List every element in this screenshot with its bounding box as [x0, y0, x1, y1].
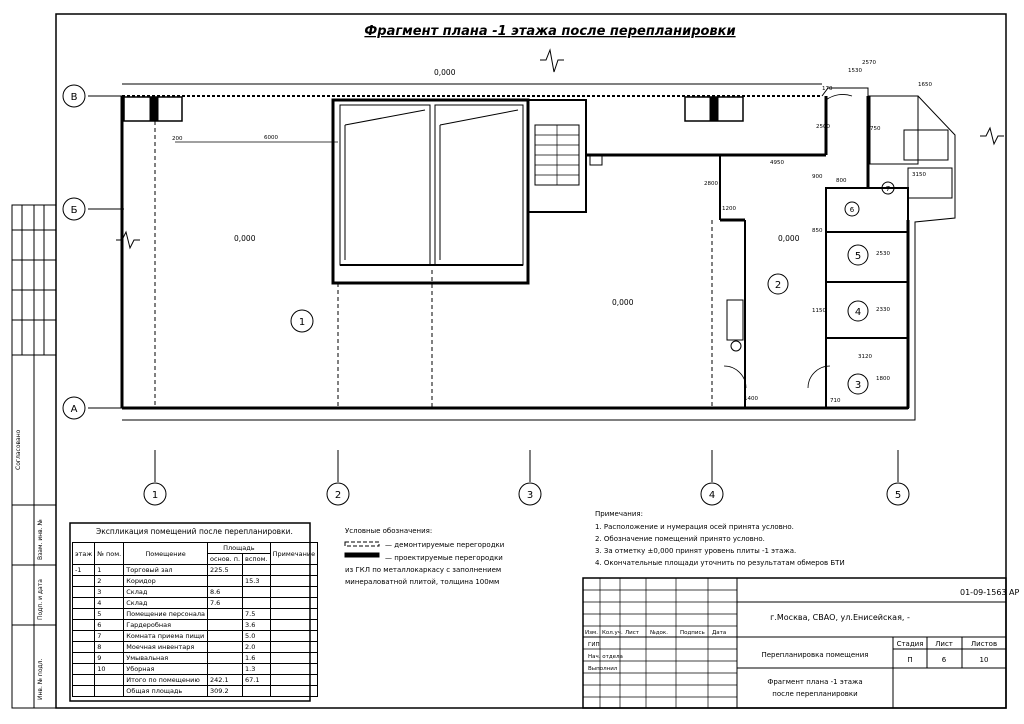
legend-item-new-desc1: из ГКЛ по металлокаркасу с заполнением	[345, 566, 502, 574]
table-cell	[243, 598, 271, 609]
dim-1530: 1530	[848, 68, 862, 74]
side-stamp-inv: Инв. № подл.	[37, 658, 44, 700]
table-row	[73, 576, 318, 587]
note-2: 2. Обозначение помещений принято условно.	[595, 535, 765, 543]
stamp-col-sign: Подпись	[680, 630, 705, 636]
level-mark-room1: 0,000	[234, 234, 256, 243]
table-cell	[207, 664, 242, 675]
dim-3120: 3120	[858, 354, 872, 360]
table-cell: 7.5	[243, 609, 271, 620]
stamp-sheet-title-2: после перепланировки	[772, 690, 858, 698]
table-cell: 3	[95, 587, 124, 598]
table-cell: 9	[95, 653, 124, 664]
table-row	[73, 642, 318, 653]
table-cell: 1.3	[243, 664, 271, 675]
table-cell	[73, 587, 95, 598]
axis-label-2: 2	[334, 490, 342, 501]
stamp-col-date: Дата	[712, 630, 727, 636]
table-cell	[270, 631, 317, 642]
table-cell: 10	[95, 664, 124, 675]
axis-label-5: 5	[894, 490, 902, 501]
room-number-4: 4	[854, 307, 862, 318]
note-3: 3. За отметку ±0,000 принят уровень плиты -1 этажа.	[595, 547, 797, 555]
table-cell	[73, 620, 95, 631]
table-cell: 2	[95, 576, 124, 587]
stamp-sheets-label: Листов	[970, 640, 998, 648]
legend-item-new-desc2: минераловатной плитой, толщина 100мм	[345, 578, 500, 586]
table-cell: 7	[95, 631, 124, 642]
stamp-code: 01-09-1563 АР	[960, 588, 1020, 597]
legend-item-demolished: — демонтируемые перегородки	[385, 541, 505, 549]
stamp-col-list: Лист	[625, 630, 639, 636]
dim-1400: 1400	[744, 396, 758, 402]
col-note: Примечание	[270, 543, 317, 565]
table-row	[73, 620, 318, 631]
stamp-col-izm: Изм.	[585, 630, 598, 636]
table-cell: Итого по помещению	[124, 675, 208, 686]
table-cell	[207, 620, 242, 631]
axis-label-a: А	[70, 404, 78, 415]
dim-2800: 2800	[704, 181, 718, 187]
table-cell	[207, 642, 242, 653]
table-cell: 309.2	[207, 686, 242, 697]
table-cell	[270, 675, 317, 686]
stamp-stage: П	[907, 656, 913, 664]
table-cell	[270, 653, 317, 664]
stamp-sheet-label: Лист	[935, 640, 953, 648]
dim-2530: 2530	[876, 251, 890, 257]
table-row	[73, 609, 318, 620]
dim-2570: 2570	[862, 60, 876, 66]
room-number-2: 2	[774, 280, 782, 291]
table-cell: Общая площадь	[124, 686, 208, 697]
legend-item-new: — проектируемые перегородки	[385, 554, 503, 562]
table-cell	[73, 675, 95, 686]
dim-3150: 3150	[912, 172, 926, 178]
dim-2330: 2330	[876, 307, 890, 313]
axis-label-b: Б	[70, 205, 78, 216]
notes-heading: Примечания:	[595, 510, 643, 518]
stamp-address: г.Москва, СВАО, ул.Енисейская, -	[770, 613, 910, 622]
table-cell: Коридор	[124, 576, 208, 587]
table-cell	[243, 565, 271, 576]
dim-4950: 4950	[770, 160, 784, 166]
explication-table	[72, 542, 318, 697]
room-number-7: 7	[885, 185, 891, 193]
dim-710: 710	[830, 398, 841, 404]
table-cell: Моечная инвентаря	[124, 642, 208, 653]
stamp-project: Перепланировка помещения	[761, 651, 869, 659]
table-cell	[95, 686, 124, 697]
axis-label-4: 4	[708, 490, 716, 501]
dim-800: 800	[836, 178, 847, 184]
dim-850: 850	[812, 228, 823, 234]
table-cell	[270, 576, 317, 587]
stamp-col-kolich: Кол.уч.	[602, 630, 623, 636]
table-cell	[270, 598, 317, 609]
table-row	[73, 664, 318, 675]
table-cell: Комната приема пищи	[124, 631, 208, 642]
room-number-5: 5	[854, 251, 862, 262]
table-cell: 8.6	[207, 587, 242, 598]
col-area-main: основ. п.	[207, 554, 242, 565]
side-stamp-vzam: Взам. инв. №	[37, 519, 44, 560]
dim-1650: 1650	[918, 82, 932, 88]
dim-750: 750	[870, 126, 881, 132]
dim-170: 170	[822, 86, 833, 92]
dim-6000: 6000	[264, 135, 278, 141]
table-cell: Уборная	[124, 664, 208, 675]
axis-label-1: 1	[151, 490, 159, 501]
stamp-sheet-title-1: Фрагмент плана -1 этажа	[767, 678, 863, 686]
table-cell	[207, 653, 242, 664]
table-cell: 8	[95, 642, 124, 653]
table-cell	[73, 642, 95, 653]
table-cell	[73, 686, 95, 697]
side-stamp-podp: Подп. и дата	[37, 579, 44, 620]
level-mark-top: 0,000	[434, 68, 456, 77]
table-row	[73, 565, 318, 576]
table-cell: 67.1	[243, 675, 271, 686]
table-cell	[207, 631, 242, 642]
table-cell: 5.0	[243, 631, 271, 642]
col-room: Помещение	[124, 543, 208, 565]
table-row	[73, 598, 318, 609]
stamp-vypolnil: Выполнил	[588, 666, 618, 672]
room-number-3: 3	[854, 380, 862, 391]
table-cell	[243, 587, 271, 598]
table-cell: 3.6	[243, 620, 271, 631]
table-cell: -1	[73, 565, 95, 576]
axis-label-3: 3	[526, 490, 534, 501]
col-floor: этаж	[73, 543, 95, 565]
dim-1800: 1800	[876, 376, 890, 382]
table-cell	[270, 642, 317, 653]
stamp-nach: Нач. отдела	[588, 654, 623, 660]
stamp-col-doc: №док.	[650, 630, 668, 636]
table-cell: 4	[95, 598, 124, 609]
table-cell: Склад	[124, 587, 208, 598]
table-cell: 2.0	[243, 642, 271, 653]
room-number-6: 6	[849, 206, 855, 214]
table-cell	[243, 686, 271, 697]
table-cell	[95, 675, 124, 686]
stamp-sheets: 10	[979, 656, 989, 664]
table-cell	[207, 576, 242, 587]
dim-200: 200	[172, 136, 183, 142]
drawing-title: Фрагмент плана -1 этажа после перепланировки	[364, 24, 736, 39]
table-cell	[73, 576, 95, 587]
dim-1150: 1150	[812, 308, 826, 314]
col-area: Площадь	[207, 543, 270, 554]
table-cell	[207, 609, 242, 620]
stamp-sheet: 6	[941, 656, 947, 664]
table-row	[73, 675, 318, 686]
stamp-gip: ГИП	[588, 642, 600, 648]
table-cell	[270, 620, 317, 631]
room-number-1: 1	[298, 317, 306, 328]
table-cell: Помещение персонала	[124, 609, 208, 620]
table-row	[73, 587, 318, 598]
table-cell	[270, 609, 317, 620]
axis-label-v: В	[70, 92, 78, 103]
table-cell	[270, 565, 317, 576]
table-cell	[73, 609, 95, 620]
table-cell: 7.6	[207, 598, 242, 609]
explication-caption: Экспликация помещений после перепланировки.	[96, 527, 293, 536]
note-1: 1. Расположение и нумерация осей принята условно.	[595, 523, 794, 531]
table-cell: 6	[95, 620, 124, 631]
table-cell: 242.1	[207, 675, 242, 686]
table-cell: 15.3	[243, 576, 271, 587]
table-row	[73, 686, 318, 697]
table-row	[73, 631, 318, 642]
table-cell	[270, 587, 317, 598]
table-cell: 5	[95, 609, 124, 620]
col-num: № пом.	[95, 543, 124, 565]
dim-900: 900	[812, 174, 823, 180]
table-cell	[73, 664, 95, 675]
table-cell: 225.5	[207, 565, 242, 576]
table-cell: Умывальная	[124, 653, 208, 664]
stamp-stage-label: Стадия	[896, 640, 924, 648]
table-cell	[270, 664, 317, 675]
table-cell	[73, 653, 95, 664]
table-cell: Гардеробная	[124, 620, 208, 631]
table-cell	[73, 598, 95, 609]
col-area-aux: вспом.	[243, 554, 271, 565]
table-cell: Склад	[124, 598, 208, 609]
level-mark-center: 0,000	[612, 298, 634, 307]
dim-2500: 2500	[816, 124, 830, 130]
table-cell	[73, 631, 95, 642]
table-row	[73, 653, 318, 664]
level-mark-room2: 0,000	[778, 234, 800, 243]
dim-1200: 1200	[722, 206, 736, 212]
table-cell: 1	[95, 565, 124, 576]
table-cell	[270, 686, 317, 697]
table-cell: Торговый зал	[124, 565, 208, 576]
legend-heading: Условные обозначения:	[345, 527, 433, 535]
note-4: 4. Окончательные площади уточнить по результатам обмеров БТИ	[595, 559, 845, 567]
table-cell: 1.6	[243, 653, 271, 664]
side-stamp-soglasovano: Согласовано	[15, 429, 22, 470]
